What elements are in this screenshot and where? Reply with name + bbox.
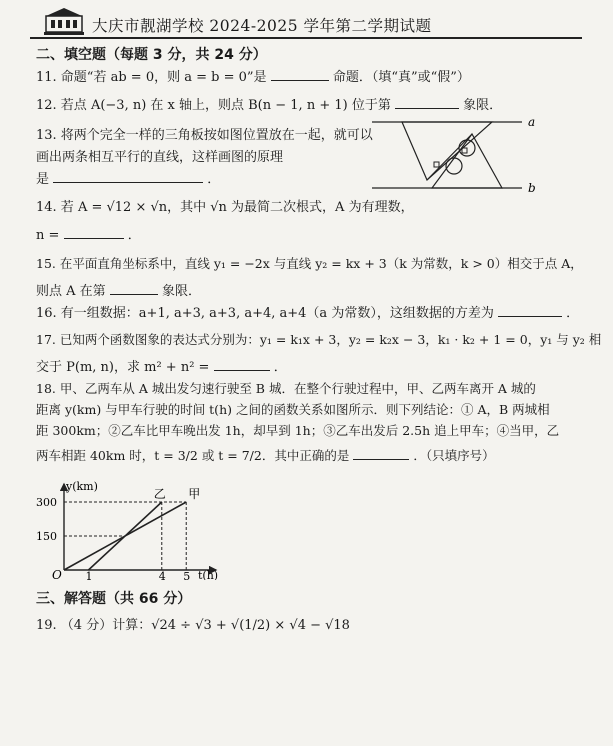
right-angle-mark xyxy=(434,162,439,167)
q11-blank[interactable] xyxy=(271,68,329,81)
origin-label: O xyxy=(52,568,62,580)
section-2-title: 二、填空题（每题 3 分，共 24 分） xyxy=(36,47,267,63)
q13-blank[interactable] xyxy=(53,170,203,183)
q15-blank[interactable] xyxy=(110,282,158,295)
question-15-line2 xyxy=(36,280,201,299)
q19-text: 19. （4 分）计算：√24 ÷ √3 + √(1/2) × √4 − √18 xyxy=(36,618,350,633)
q18-line3: 距 300km；②乙车比甲车晚出发 1h，却早到 1h；③乙车出发后 2.5h 追上甲车；④当甲，乙 xyxy=(36,423,560,438)
question-14-line2 xyxy=(36,224,141,243)
q11-tail: 命题．（填“真”或“假”） xyxy=(332,70,470,85)
q14-line2: n = xyxy=(36,228,60,243)
x-tick-label: 5 xyxy=(183,570,191,580)
triangle-left xyxy=(402,122,492,180)
q14-tail: ． xyxy=(127,228,141,243)
question-17-line2 xyxy=(36,356,287,375)
triangle-ruler-diagram xyxy=(372,118,552,198)
q12-tail: 象限． xyxy=(463,98,503,113)
q12-blank[interactable] xyxy=(395,96,459,109)
question-16 xyxy=(36,302,579,321)
y-tick-label: 300 xyxy=(36,496,57,509)
q14-blank[interactable] xyxy=(64,226,124,239)
triangle-right xyxy=(432,134,502,188)
q13-line1: 13. 将两个完全一样的三角板按如图位置放在一起，就可以 xyxy=(36,128,373,143)
q15-tail: 象限． xyxy=(161,284,201,299)
q18-line1: 18. 甲、乙两车从 A 城出发匀速行驶至 B 城．在整个行驶过程中，甲、乙两车离开 A 城的 xyxy=(36,381,536,396)
q15-line2: 则点 A 在第 xyxy=(36,284,106,299)
q18-blank[interactable] xyxy=(353,447,409,460)
q18-line2: 距离 y(km) 与甲车行驶的时间 t(h) 之间的函数关系如图所示．则下列结论：① A，B 两城相 xyxy=(36,402,550,417)
section-3-title: 三、解答题（共 66 分） xyxy=(36,591,192,607)
question-13-line3 xyxy=(36,168,220,187)
q16-tail: ． xyxy=(566,306,580,321)
series-label-jia: 甲 xyxy=(188,487,201,501)
y-tick-label: 150 xyxy=(36,530,57,543)
q17-line2: 交于 P(m, n)，求 m² + n² = xyxy=(36,360,210,375)
header-rule xyxy=(30,37,582,39)
question-11 xyxy=(36,66,470,85)
q16-text: 16. 有一组数据：a+1, a+3, a+3, a+4, a+4（a 为常数），这组数据的方差为 xyxy=(36,306,494,321)
x-tick-label: 4 xyxy=(158,570,166,580)
q15-text: 15. 在平面直角坐标系中，直线 y₁ = −2x 与直线 y₂ = kx + 3（k 为常数，k > 0）相交于点 A， xyxy=(36,256,583,271)
q17-blank[interactable] xyxy=(214,358,270,371)
exam-title: 大庆市靓湖学校 2024-2025 学年第二学期试题 xyxy=(92,17,432,35)
label-b: b xyxy=(528,181,536,195)
q12-text: 12. 若点 A(−3, n) 在 x 轴上，则点 B(n − 1, n + 1) 位于第 xyxy=(36,98,391,113)
series-label-yi: 乙 xyxy=(153,487,166,501)
y-axis-label: y(km) xyxy=(66,480,98,493)
q17-tail: ． xyxy=(273,360,287,375)
q18-tail: ．（只填序号） xyxy=(413,448,495,463)
x-axis-label: t(h) xyxy=(198,569,219,580)
q18-line4: 两车相距 40km 时，t = 3/2 或 t = 7/2．其中正确的是 xyxy=(36,448,350,463)
distance-time-graph xyxy=(36,478,226,580)
x-tick-label: 1 xyxy=(85,570,93,580)
q17-text: 17. 已知两个函数图象的表达式分别为：y₁ = k₁x + 3，y₂ = k₂x − 3，k₁ · k₂ + 1 = 0，y₁ 与 y₂ 相 xyxy=(36,332,602,347)
school-building-logo xyxy=(44,6,84,36)
q13-line3: 是 xyxy=(36,172,50,187)
question-12 xyxy=(36,94,502,113)
q16-blank[interactable] xyxy=(498,304,562,317)
q14-text: 14. 若 A = √12 × √n，其中 √n 为最简二次根式，A 为有理数， xyxy=(36,200,414,215)
question-18-line4 xyxy=(36,446,495,464)
label-a: a xyxy=(528,118,536,129)
q13-line2: 画出两条相互平行的直线，这样画图的原理 xyxy=(36,150,284,165)
q11-text: 11. 命题“若 ab = 0，则 a = b = 0”是 xyxy=(36,70,267,85)
q13-tail: ． xyxy=(207,172,221,187)
